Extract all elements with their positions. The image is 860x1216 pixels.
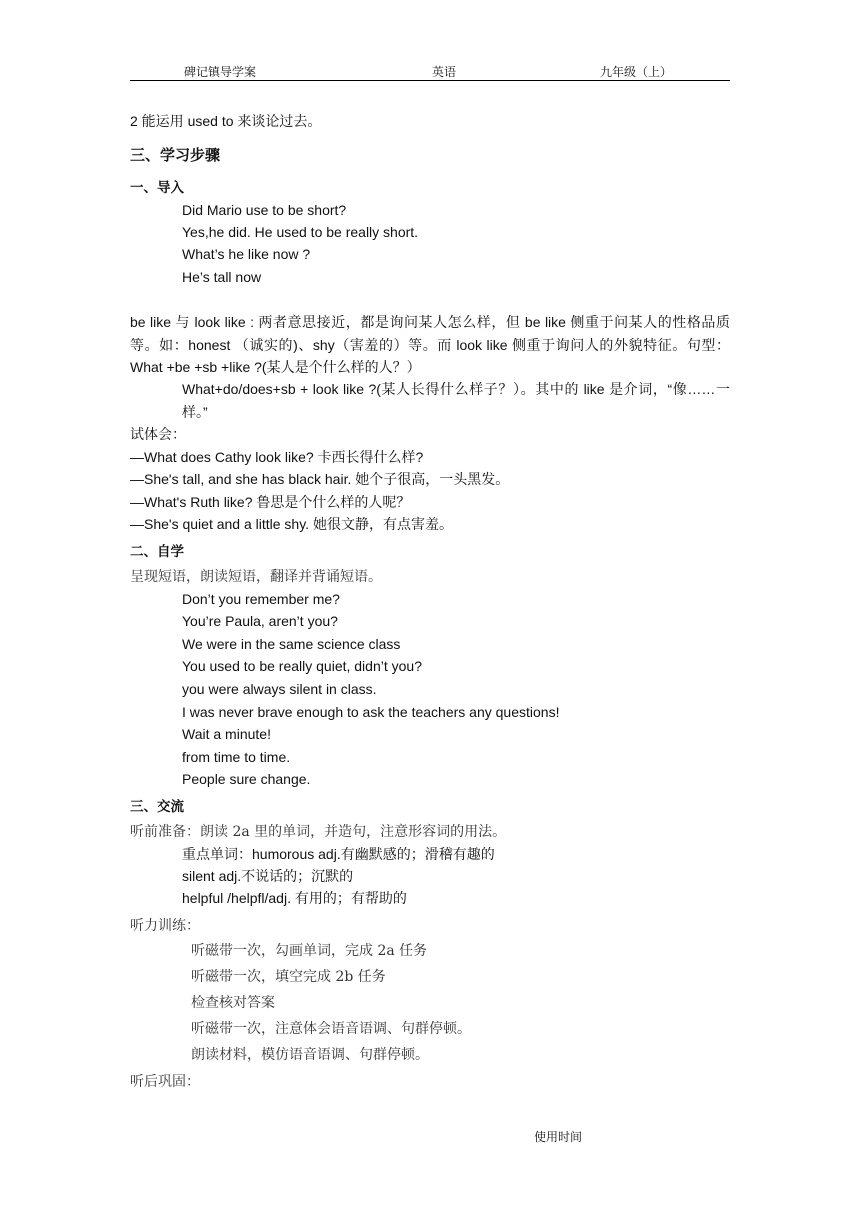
page-header bbox=[130, 60, 730, 81]
header-school: 碑记镇导学案 bbox=[184, 65, 257, 79]
phrase-line: You’re Paula, aren’t you? bbox=[182, 613, 338, 629]
listening-step: 听磁带一次，注意体会语音语调、句群停顿。 bbox=[191, 1021, 471, 1037]
selfstudy-title: 二、自学 bbox=[130, 544, 184, 559]
phrase-line: Don’t you remember me? bbox=[182, 591, 340, 607]
phrase-line: People sure change. bbox=[182, 771, 311, 787]
footer-usage-time: 使用时间 bbox=[534, 1130, 583, 1144]
selfstudy-instruction: 呈现短语，朗读短语，翻译并背诵短语。 bbox=[130, 569, 382, 585]
example-line: —She's tall, and she has black hair. 她个子很高，一头黑发。 bbox=[130, 471, 510, 487]
example-line: —She's quiet and a little shy. 她很文静，有点害羞。 bbox=[130, 516, 453, 532]
intro-line: Yes,he did. He used to be really short. bbox=[182, 224, 419, 240]
after-listening-title: 听后巩固： bbox=[130, 1074, 200, 1090]
listening-step: 检查核对答案 bbox=[191, 995, 275, 1011]
section-learning-steps: 三、学习步骤 bbox=[130, 147, 221, 164]
example-line: —What does Cathy look like? 卡西长得什么样? bbox=[130, 449, 424, 465]
listening-step: 听磁带一次，勾画单词，完成 2a 任务 bbox=[191, 943, 428, 959]
intro-title: 一、导入 bbox=[130, 180, 184, 195]
header-subject: 英语 bbox=[432, 65, 457, 79]
phrase-line: from time to time. bbox=[182, 749, 291, 765]
exchange-title: 三、交流 bbox=[130, 799, 184, 814]
vocab-line: silent adj.不说话的；沉默的 bbox=[182, 868, 354, 884]
vocab-line: 重点单词：humorous adj.有幽默感的；滑稽有趣的 bbox=[182, 846, 495, 862]
listening-step: 听磁带一次，填空完成 2b 任务 bbox=[191, 969, 386, 985]
header-grade: 九年级（上） bbox=[600, 65, 673, 79]
phrase-line: You used to be really quiet, didn’t you? bbox=[182, 658, 422, 674]
phrase-line: you were always silent in class. bbox=[182, 681, 377, 697]
listening-title: 听力训练： bbox=[130, 918, 200, 934]
listening-prep: 听前准备：朗读 2a 里的单词，并造句，注意形容词的用法。 bbox=[130, 824, 507, 840]
grammar-paragraph-1: be like 与 look like : 两者意思接近，都是询问某人怎么样，但 be like 侧重于问某人的性格品质等。如：honest （诚实的)、shy（害羞的）等。而 look like 侧重于询问人的外貌特征。句型：What +be +sb +like ?(某人是个什么样的人？） bbox=[130, 314, 730, 375]
vocab-line: helpful /helpfl/adj. 有用的；有帮助的 bbox=[182, 890, 407, 906]
example-line: —What's Ruth like? 鲁思是个什么样的人呢？ bbox=[130, 494, 411, 510]
phrase-line: I was never brave enough to ask the teachers any questions! bbox=[182, 704, 560, 720]
objective-2: 2 能运用 used to 来谈论过去。 bbox=[130, 113, 322, 129]
try-title: 试体会： bbox=[130, 426, 186, 442]
listening-step: 朗读材料，模仿语音语调、句群停顿。 bbox=[191, 1047, 429, 1063]
phrase-line: Wait a minute! bbox=[182, 726, 271, 742]
intro-line: What’s he like now ? bbox=[182, 246, 311, 262]
intro-line: He’s tall now bbox=[182, 269, 262, 285]
phrase-line: We were in the same science class bbox=[182, 636, 401, 652]
grammar-paragraph-2: What+do/does+sb + look like ?(某人长得什么样子？）。其中的 like 是介词，“像……一样。” bbox=[182, 381, 730, 420]
intro-line: Did Mario use to be short? bbox=[182, 202, 347, 218]
